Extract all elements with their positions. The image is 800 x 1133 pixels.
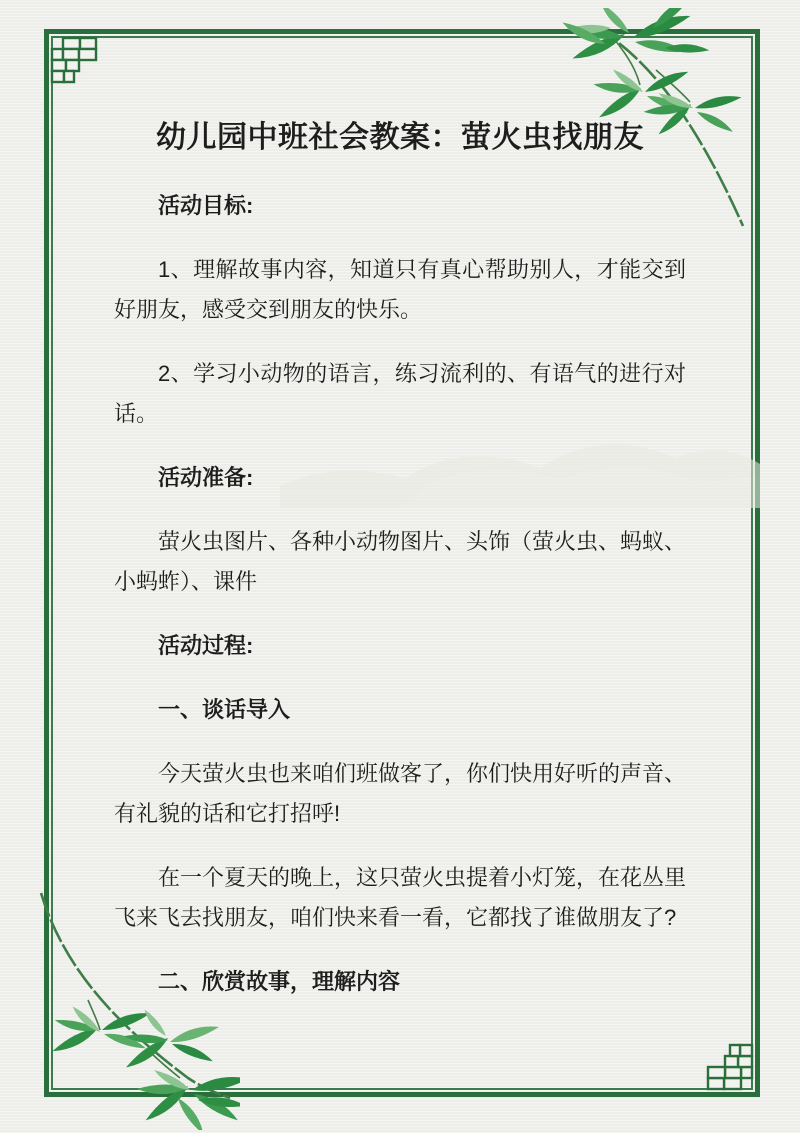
paragraph: 2、学习小动物的语言，练习流利的、有语气的进行对话。 — [114, 361, 686, 426]
section-heading: 活动过程: — [158, 633, 254, 658]
lattice-corner-ornament-bottom-right — [694, 1039, 754, 1091]
section-heading: 活动准备: — [158, 465, 254, 490]
paragraph: 在一个夏天的晚上，这只萤火虫提着小灯笼，在花丛里飞来飞去找朋友，咱们快来看一看，它都找了谁做朋友了? — [114, 865, 687, 930]
paragraph: 今天萤火虫也来咱们班做客了，你们快用好听的声音、有礼貌的话和它打招呼! — [114, 761, 687, 826]
lattice-corner-ornament-top-left — [50, 36, 110, 88]
paragraph: 萤火虫图片、各种小动物图片、头饰（萤火虫、蚂蚁、小蚂蚱）、课件 — [114, 529, 687, 594]
bamboo-decoration-top-right — [555, 8, 760, 236]
paragraph: 1、理解故事内容，知道只有真心帮助别人，才能交到好朋友，感受交到朋友的快乐。 — [114, 257, 686, 322]
section-heading: 二、欣赏故事，理解内容 — [158, 969, 401, 994]
section-heading: 活动目标: — [158, 193, 254, 218]
bamboo-decoration-bottom-left — [28, 890, 240, 1130]
document-sections — [114, 186, 686, 1002]
page-title: 幼儿园中班社会教案：萤火虫找朋友 — [156, 121, 644, 154]
section-heading: 一、谈话导入 — [158, 697, 291, 722]
bamboo-leaves — [50, 1003, 240, 1130]
